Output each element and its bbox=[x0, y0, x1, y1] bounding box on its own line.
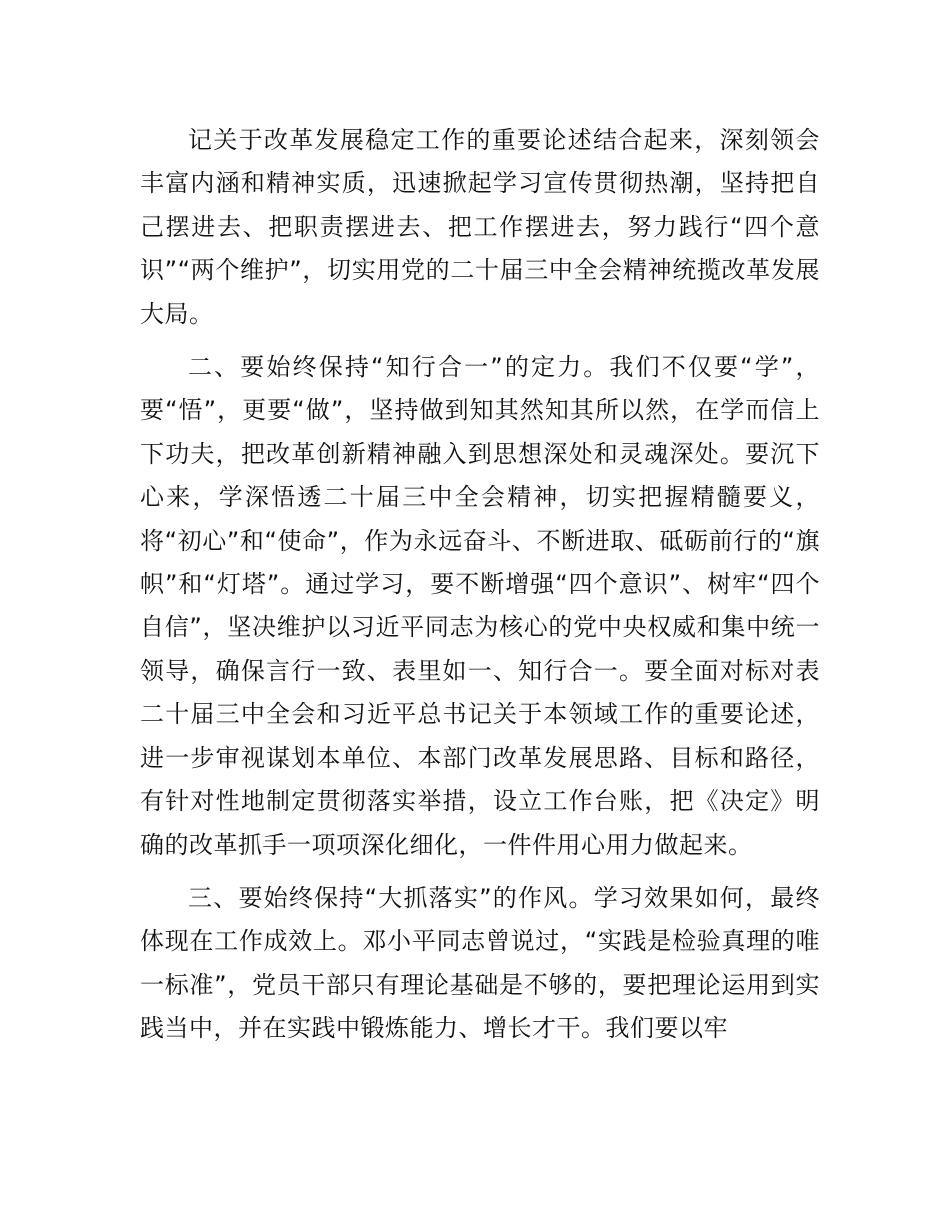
paragraph-gap bbox=[140, 336, 820, 346]
paragraph-3: 三、要始终保持“大抓落实”的作风。学习效果如何，最终体现在工作成效上。邓小平同志曾说过，“实践是检验真理的唯一标准”，党员干部只有理论基础是不够的，要把理论运用到实践当中，并在实践中锻炼能力、增长才干。我们要以牢 bbox=[140, 883, 820, 1043]
paragraph-gap bbox=[140, 867, 820, 877]
paragraph-1: 记关于改革发展稳定工作的重要论述结合起来，深刻领会丰富内涵和精神实质，迅速掀起学习宣传贯彻热潮，坚持把自己摆进去、把职责摆进去、把工作摆进去，努力践行“四个意识”“两个维护”，切实用党的二十届三中全会精神统揽改革发展大局。 bbox=[140, 126, 820, 328]
document-body bbox=[140, 119, 820, 1051]
paragraph-2: 二、要始终保持“知行合一”的定力。我们不仅要“学”，要“悟”，更要“做”，坚持做到知其然知其所以然，在学而信上下功夫，把改革创新精神融入到思想深处和灵魂深处。要沉下心来，学深悟透二十届三中全会精神，切实把握精髓要义，将“初心”和“使命”，作为永远奋斗、不断进取、砥砺前行的“旗帜”和“灯塔”。通过学习，要不断增强“四个意识”、树牢“四个自信”，坚决维护以习近平同志为核心的党中央权威和集中统一领导，确保言行一致、表里如一、知行合一。要全面对标对表二十届三中全会和习近平总书记关于本领域工作的重要论述，进一步审视谋划本单位、本部门改革发展思路、目标和路径，有针对性地制定贯彻落实举措，设立工作台账，把《决定》明确的改革抓手一项项深化细化，一件件用心用力做起来。 bbox=[140, 353, 820, 859]
